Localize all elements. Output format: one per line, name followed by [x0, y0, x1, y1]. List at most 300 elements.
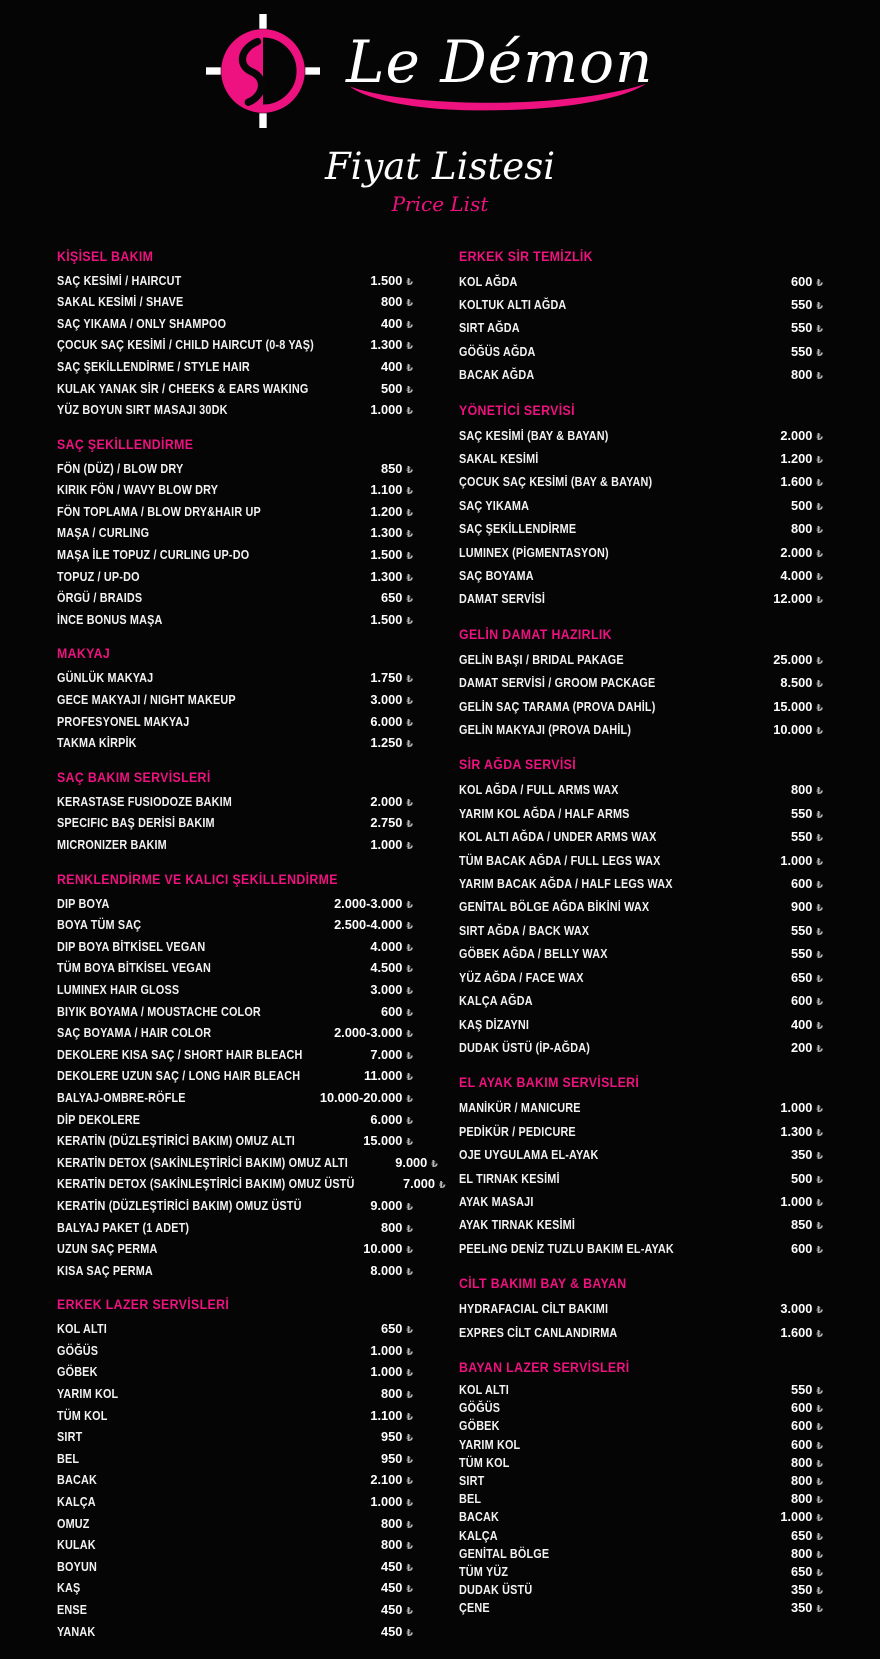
- item-label: KOL ALTI: [57, 1322, 107, 1337]
- currency-symbol: ₺: [406, 1454, 413, 1466]
- price-list-item: [57, 523, 413, 545]
- currency-symbol: ₺: [406, 341, 413, 353]
- item-label: KERATİN DETOX (SAKİNLEŞTİRİCİ BAKIM) OMUZ ÜSTÜ: [57, 1177, 355, 1192]
- item-price: [791, 990, 823, 1013]
- price-list-item: [57, 1514, 413, 1536]
- item-price: [381, 379, 413, 401]
- price-amount: 500: [381, 380, 403, 396]
- price-amount: 550: [791, 343, 813, 359]
- item-label: GECE MAKYAJI / NIGHT MAKEUP: [57, 693, 236, 708]
- item-label: SIRT AĞDA / BACK WAX: [459, 923, 590, 938]
- currency-symbol: ₺: [406, 942, 413, 954]
- item-label: MICRONIZER BAKIM: [57, 838, 167, 853]
- currency-symbol: ₺: [406, 529, 413, 541]
- item-price: [780, 1097, 823, 1120]
- price-amount: 950: [381, 1429, 403, 1445]
- currency-symbol: ₺: [406, 739, 413, 751]
- item-label: TÜM BACAK AĞDA / FULL LEGS WAX: [459, 853, 661, 868]
- item-label: KALÇA AĞDA: [459, 994, 533, 1009]
- price-amount: 950: [381, 1450, 403, 1466]
- price-list-item: [459, 1014, 823, 1037]
- price-list-item: [459, 495, 823, 518]
- item-price: [370, 668, 413, 690]
- item-label: MAŞA İLE TOPUZ / CURLING UP-DO: [57, 548, 250, 563]
- item-price: [780, 1191, 823, 1214]
- item-price: [791, 1144, 823, 1167]
- item-price: [791, 873, 823, 896]
- item-label: KERATİN (DÜZLEŞTİRİCİ BAKIM) OMUZ ÜSTÜ: [57, 1198, 302, 1213]
- price-amount: 800: [381, 1515, 403, 1531]
- section-title: ERKEK LAZER SERVİSLERİ: [57, 1297, 230, 1313]
- currency-symbol: ₺: [406, 1093, 413, 1105]
- item-label: ENSE: [57, 1603, 88, 1618]
- price-list-item: [57, 958, 413, 980]
- price-list-item: [459, 1121, 823, 1144]
- item-label: ÇOCUK SAÇ KESİMİ (BAY & BAYAN): [459, 475, 653, 490]
- price-list-item: [459, 1600, 823, 1618]
- price-list-item: [459, 1400, 823, 1418]
- item-price: [780, 1298, 823, 1321]
- price-amount: 1.000: [370, 1342, 403, 1358]
- price-amount: 200: [791, 1039, 813, 1055]
- currency-symbol: ₺: [406, 985, 413, 997]
- item-label: KOL ALTI AĞDA / UNDER ARMS WAX: [459, 830, 657, 845]
- currency-symbol: ₺: [406, 797, 413, 809]
- item-price: [791, 364, 823, 387]
- currency-symbol: ₺: [406, 1562, 413, 1574]
- item-price: [791, 967, 823, 990]
- currency-symbol: ₺: [406, 1029, 413, 1041]
- menu-section: [459, 404, 823, 612]
- item-label: AYAK TIRNAK KESİMİ: [459, 1218, 576, 1233]
- price-list-item: [459, 967, 823, 990]
- section-title: CİLT BAKIMI BAY & BAYAN: [459, 1276, 627, 1292]
- item-price: [403, 1174, 446, 1196]
- price-list-item: [57, 1196, 413, 1218]
- currency-symbol: ₺: [406, 551, 413, 563]
- price-amount: 450: [381, 1602, 403, 1618]
- currency-symbol: ₺: [406, 1411, 413, 1423]
- item-price: [791, 1014, 823, 1037]
- price-amount: 1.000: [370, 1494, 403, 1510]
- item-label: BIYIK BOYAMA / MOUSTACHE COLOR: [57, 1004, 261, 1019]
- currency-symbol: ₺: [816, 997, 823, 1009]
- price-list-item: [459, 896, 823, 919]
- price-list-item: [459, 873, 823, 896]
- currency-symbol: ₺: [816, 655, 823, 667]
- currency-symbol: ₺: [816, 1197, 823, 1209]
- currency-symbol: ₺: [816, 572, 823, 584]
- price-list-item: [459, 1509, 823, 1527]
- item-label: EXPRES CİLT CANLANDIRMA: [459, 1325, 618, 1340]
- item-label: KULAK: [57, 1538, 96, 1553]
- item-label: GELİN SAÇ TARAMA (PROVA DAHİL): [459, 699, 656, 714]
- item-price: [791, 1455, 823, 1473]
- price-list-item: [57, 1362, 413, 1384]
- currency-symbol: ₺: [816, 324, 823, 336]
- item-price: [363, 1239, 413, 1261]
- price-list-item: [459, 1473, 823, 1491]
- price-amount: 8.000: [370, 1262, 403, 1278]
- currency-symbol: ₺: [406, 486, 413, 498]
- item-price: [773, 719, 823, 742]
- item-price: [780, 1322, 823, 1345]
- price-amount: 1.250: [370, 735, 403, 751]
- item-label: GENİTAL BÖLGE AĞDA BİKİNİ WAX: [459, 900, 650, 915]
- item-label: ÇENE: [459, 1601, 490, 1616]
- price-list-item: [57, 813, 413, 835]
- currency-symbol: ₺: [816, 880, 823, 892]
- item-price: [370, 567, 413, 589]
- price-list-item: [459, 1168, 823, 1191]
- item-price: [381, 1384, 413, 1406]
- currency-symbol: ₺: [406, 1245, 413, 1257]
- menu-section: [57, 438, 413, 632]
- price-amount: 2.500-4.000: [334, 917, 403, 933]
- item-label: DIP BOYA: [57, 896, 110, 911]
- item-label: YARIM KOL: [57, 1387, 119, 1402]
- price-list-item: [57, 668, 413, 690]
- item-label: SAKAL KESİMİ / SHAVE: [57, 295, 184, 310]
- item-price: [370, 835, 413, 857]
- price-list-item: [57, 1470, 413, 1492]
- price-list-item: [459, 943, 823, 966]
- currency-symbol: ₺: [406, 1433, 413, 1445]
- price-list-item: [57, 894, 413, 916]
- menu-section: [459, 1361, 823, 1619]
- price-amount: 500: [791, 497, 813, 513]
- price-amount: 800: [381, 1219, 403, 1235]
- item-price: [370, 545, 413, 567]
- currency-symbol: ₺: [406, 819, 413, 831]
- menu-section: [459, 1076, 823, 1261]
- price-amount: 800: [791, 1473, 813, 1488]
- item-label: DAMAT SERVİSİ / GROOM PACKAGE: [459, 676, 656, 691]
- item-price: [791, 317, 823, 340]
- price-amount: 600: [791, 1436, 813, 1452]
- currency-symbol: ₺: [406, 1137, 413, 1149]
- currency-symbol: ₺: [816, 702, 823, 714]
- currency-symbol: ₺: [406, 899, 413, 911]
- item-label: GELİN MAKYAJI (PROVA DAHİL): [459, 723, 632, 738]
- currency-symbol: ₺: [816, 1305, 823, 1317]
- item-label: DEKOLERE KISA SAÇ / SHORT HAIR BLEACH: [57, 1047, 303, 1062]
- currency-symbol: ₺: [816, 1495, 823, 1507]
- price-list-item: [459, 294, 823, 317]
- currency-symbol: ₺: [816, 1104, 823, 1116]
- item-label: ÖRGÜ / BRAIDS: [57, 591, 143, 606]
- item-price: [791, 1491, 823, 1509]
- item-label: KISA SAÇ PERMA: [57, 1263, 153, 1278]
- price-amount: 1.000: [370, 1364, 403, 1380]
- price-list-item: [459, 1238, 823, 1261]
- item-price: [791, 271, 823, 294]
- price-list-item: [57, 1557, 413, 1579]
- item-price: [370, 480, 413, 502]
- item-label: SAÇ ŞEKİLLENDİRME: [459, 522, 577, 537]
- price-list-item: [57, 1239, 413, 1261]
- price-list-title: Fiyat Listesi: [324, 145, 556, 188]
- price-amount: 600: [791, 1240, 813, 1256]
- price-amount: 1.500: [370, 547, 403, 563]
- item-price: [370, 792, 413, 814]
- left-column: [57, 248, 446, 1659]
- currency-symbol: ₺: [406, 1050, 413, 1062]
- price-amount: 350: [791, 1147, 813, 1163]
- currency-symbol: ₺: [406, 572, 413, 584]
- item-price: [334, 1023, 413, 1045]
- currency-symbol: ₺: [406, 384, 413, 396]
- item-label: OJE UYGULAMA EL-AYAK: [459, 1148, 599, 1163]
- price-amount: 2.750: [370, 815, 403, 831]
- item-price: [773, 696, 823, 719]
- section-title: SAÇ ŞEKİLLENDİRME: [57, 436, 194, 452]
- section-title: YÖNETİCİ SERVİSİ: [459, 402, 575, 418]
- price-amount: 1.300: [370, 337, 403, 353]
- price-list-item: [459, 1382, 823, 1400]
- currency-symbol: ₺: [816, 973, 823, 985]
- price-amount: 550: [791, 805, 813, 821]
- item-price: [370, 1196, 413, 1218]
- item-price: [370, 335, 413, 357]
- item-price: [370, 1110, 413, 1132]
- price-amount: 450: [381, 1580, 403, 1596]
- currency-symbol: ₺: [816, 1586, 823, 1598]
- item-label: BOYUN: [57, 1559, 97, 1574]
- currency-symbol: ₺: [816, 454, 823, 466]
- item-label: DAMAT SERVİSİ: [459, 592, 546, 607]
- item-price: [780, 850, 823, 873]
- price-list-item: [459, 1191, 823, 1214]
- currency-symbol: ₺: [816, 595, 823, 607]
- menu-section: [459, 628, 823, 743]
- item-price: [773, 649, 823, 672]
- item-price: [370, 712, 413, 734]
- price-list-item: [459, 1546, 823, 1564]
- price-list-item: [57, 459, 413, 481]
- item-label: MAŞA / CURLING: [57, 526, 150, 541]
- item-price: [791, 1214, 823, 1237]
- item-label: GÖĞÜS: [57, 1343, 99, 1358]
- price-list-item: [57, 1002, 413, 1024]
- currency-symbol: ₺: [406, 921, 413, 933]
- item-label: GÜNLÜK MAKYAJ: [57, 671, 154, 686]
- price-list-item: [459, 696, 823, 719]
- price-amount: 650: [791, 1564, 813, 1580]
- price-list-item: [57, 1492, 413, 1514]
- currency-symbol: ₺: [816, 1549, 823, 1561]
- price-list-item: [459, 271, 823, 294]
- item-price: [370, 980, 413, 1002]
- price-amount: 1.750: [370, 670, 403, 686]
- currency-symbol: ₺: [816, 277, 823, 289]
- price-amount: 1.300: [370, 568, 403, 584]
- price-amount: 11.000: [363, 1068, 403, 1084]
- currency-symbol: ₺: [816, 809, 823, 821]
- price-list-item: [57, 733, 413, 755]
- currency-symbol: ₺: [406, 841, 413, 853]
- item-label: BACAK: [459, 1510, 499, 1525]
- currency-symbol: ₺: [406, 1498, 413, 1510]
- item-price: [791, 1528, 823, 1546]
- price-list-item: [459, 826, 823, 849]
- price-amount: 550: [791, 922, 813, 938]
- header: [0, 0, 880, 216]
- section-title: SİR AĞDA SERVİSİ: [459, 757, 577, 773]
- price-amount: 2.000-3.000: [334, 1025, 403, 1041]
- price-list-item: [459, 1582, 823, 1600]
- currency-symbol: ₺: [816, 1127, 823, 1139]
- item-price: [791, 1418, 823, 1436]
- item-price: [791, 826, 823, 849]
- item-price: [791, 803, 823, 826]
- item-label: KAŞ DİZAYNI: [459, 1017, 530, 1032]
- currency-symbol: ₺: [406, 507, 413, 519]
- price-list-item: [57, 502, 413, 524]
- item-price: [791, 1600, 823, 1618]
- item-price: [395, 1153, 438, 1175]
- price-amount: 1.200: [370, 503, 403, 519]
- section-title: ERKEK SİR TEMİZLİK: [459, 248, 593, 264]
- item-price: [370, 523, 413, 545]
- item-label: YÜZ AĞDA / FACE WAX: [459, 970, 584, 985]
- price-amount: 2.100: [370, 1472, 403, 1488]
- item-label: SAÇ YIKAMA: [459, 498, 530, 513]
- price-list-item: [57, 610, 413, 632]
- item-price: [791, 943, 823, 966]
- item-label: TÜM KOL: [57, 1408, 108, 1423]
- item-price: [370, 1492, 413, 1514]
- price-amount: 650: [791, 1527, 813, 1543]
- price-amount: 15.000: [773, 698, 813, 714]
- item-price: [791, 341, 823, 364]
- currency-symbol: ₺: [406, 276, 413, 288]
- price-list-item: [459, 1455, 823, 1473]
- menu-section: [459, 758, 823, 1060]
- currency-symbol: ₺: [431, 1158, 438, 1170]
- price-list-item: [57, 357, 413, 379]
- price-amount: 6.000: [370, 1111, 403, 1127]
- currency-symbol: ₺: [816, 833, 823, 845]
- item-label: EL TIRNAK KESİMİ: [459, 1171, 560, 1186]
- price-list: [0, 216, 880, 1659]
- price-list-item: [459, 364, 823, 387]
- item-price: [791, 1473, 823, 1491]
- currency-symbol: ₺: [816, 903, 823, 915]
- currency-symbol: ₺: [406, 362, 413, 374]
- currency-symbol: ₺: [406, 1390, 413, 1402]
- price-list-item: [459, 990, 823, 1013]
- item-price: [791, 1546, 823, 1564]
- price-amount: 400: [381, 358, 403, 374]
- currency-symbol: ₺: [406, 1584, 413, 1596]
- item-price: [381, 1002, 413, 1024]
- item-label: FÖN TOPLAMA / BLOW DRY&HAIR UP: [57, 504, 261, 519]
- price-amount: 12.000: [773, 591, 813, 607]
- price-amount: 600: [381, 1003, 403, 1019]
- item-price: [780, 1509, 823, 1527]
- item-price: [791, 896, 823, 919]
- price-list-item: [459, 1418, 823, 1436]
- price-amount: 10.000: [363, 1241, 403, 1257]
- item-price: [791, 518, 823, 541]
- currency-symbol: ₺: [816, 1221, 823, 1233]
- price-amount: 1.000: [780, 1193, 813, 1209]
- item-label: SAÇ YIKAMA / ONLY SHAMPOO: [57, 316, 227, 331]
- currency-symbol: ₺: [406, 1606, 413, 1618]
- price-amount: 800: [791, 1491, 813, 1507]
- section-title: KİŞİSEL BAKIM: [57, 248, 154, 264]
- price-list-item: [57, 1600, 413, 1622]
- currency-symbol: ₺: [406, 1346, 413, 1358]
- item-price: [791, 1400, 823, 1418]
- price-list-item: [57, 1578, 413, 1600]
- item-label: YÜZ BOYUN SIRT MASAJI 30DK: [57, 403, 228, 418]
- price-amount: 9.000: [370, 1197, 403, 1213]
- price-list-item: [57, 1341, 413, 1363]
- item-price: [381, 292, 413, 314]
- item-price: [381, 357, 413, 379]
- item-price: [791, 1437, 823, 1455]
- item-price: [370, 813, 413, 835]
- item-price: [381, 1514, 413, 1536]
- currency-symbol: ₺: [816, 1385, 823, 1397]
- currency-symbol: ₺: [816, 1043, 823, 1055]
- currency-symbol: ₺: [406, 696, 413, 708]
- price-list-item: [459, 850, 823, 873]
- item-price: [791, 920, 823, 943]
- item-label: KULAK YANAK SİR / CHEEKS & EARS WAKING: [57, 381, 309, 396]
- price-amount: 850: [791, 1217, 813, 1233]
- item-price: [791, 1382, 823, 1400]
- item-label: YANAK: [57, 1624, 96, 1639]
- item-label: DIP BOYA BİTKİSEL VEGAN: [57, 939, 206, 954]
- price-list-item: [459, 588, 823, 611]
- currency-symbol: ₺: [816, 1244, 823, 1256]
- currency-symbol: ₺: [816, 478, 823, 490]
- item-label: GELİN BAŞI / BRIDAL PAKAGE: [459, 652, 624, 667]
- price-list-item: [57, 1406, 413, 1428]
- currency-symbol: ₺: [816, 1020, 823, 1032]
- item-price: [780, 542, 823, 565]
- item-price: [370, 690, 413, 712]
- item-price: [364, 1066, 413, 1088]
- price-list-item: [459, 565, 823, 588]
- price-amount: 1.100: [370, 482, 403, 498]
- price-list-item: [57, 400, 413, 422]
- item-label: KERASTASE FUSIODOZE BAKIM: [57, 794, 232, 809]
- item-label: GÖBEK AĞDA / BELLY WAX: [459, 947, 608, 962]
- item-label: GENİTAL BÖLGE: [459, 1546, 550, 1561]
- item-label: TÜM KOL: [459, 1455, 510, 1470]
- currency-symbol: ₺: [816, 950, 823, 962]
- menu-section: [57, 250, 413, 422]
- item-price: [381, 588, 413, 610]
- item-label: PEDİKÜR / PEDICURE: [459, 1124, 576, 1139]
- price-amount: 800: [791, 1454, 813, 1470]
- currency-symbol: ₺: [406, 594, 413, 606]
- currency-symbol: ₺: [816, 300, 823, 312]
- item-label: İNCE BONUS MAŞA: [57, 612, 163, 627]
- item-price: [780, 565, 823, 588]
- price-amount: 800: [791, 367, 813, 383]
- item-label: SIRT: [57, 1430, 83, 1445]
- item-label: BACAK AĞDA: [459, 368, 535, 383]
- section-title: SAÇ BAKIM SERVİSLERİ: [57, 769, 211, 785]
- price-amount: 3.000: [370, 692, 403, 708]
- price-list-item: [459, 425, 823, 448]
- price-amount: 10.000-20.000: [319, 1089, 403, 1105]
